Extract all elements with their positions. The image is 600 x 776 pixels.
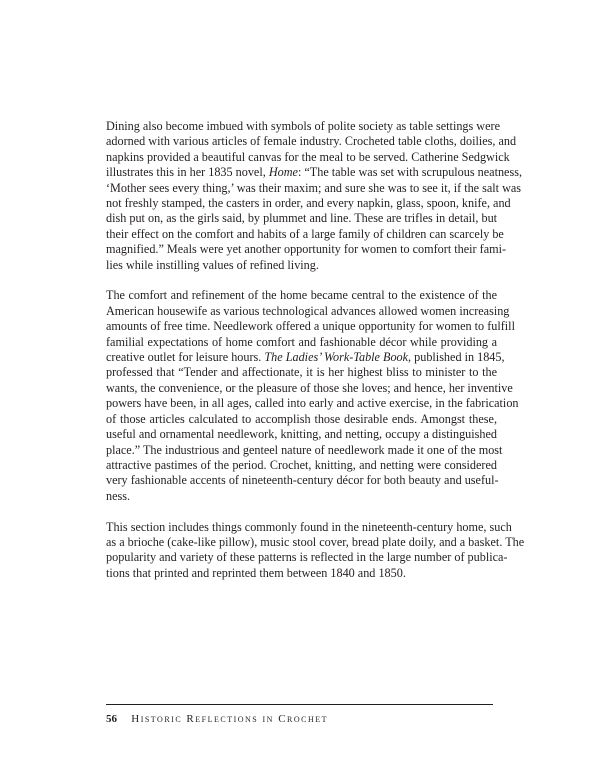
text-run: as a brioche (cake-like pillow), music stool cover, bread plate doily, and a basket. The <box>106 534 525 549</box>
text-run: dish put on, as the girls said, by plummet and line. These are trifles in detail, but <box>106 211 498 226</box>
paragraph <box>106 288 519 504</box>
text-run: ‘Mother sees every thing,’ was their maxim; and sure she was to see it, if the salt was <box>106 180 522 195</box>
page-number: 56 <box>106 713 117 725</box>
text-line <box>106 365 497 380</box>
text-line <box>106 519 512 535</box>
text-line <box>106 473 497 488</box>
text-run: place.” The industrious and genteel nature of needlework made it one of the most <box>106 442 503 457</box>
text-run: napkins provided a beautiful canvas for the meal to be served. Catherine Sedgwick <box>106 149 510 164</box>
text-line <box>106 458 497 473</box>
text-run: professed that “Tender and affectionate, it is her highest bliss to minister to the <box>106 365 497 380</box>
text-line <box>106 550 508 565</box>
text-run: powers have been, in all ages, called into early and active exercise, in the fabrication <box>106 396 519 411</box>
paragraph <box>106 519 525 582</box>
text-line <box>106 211 497 226</box>
text-run: amounts of free time. Needlework offered a unique opportunity for women to fulfill <box>106 319 515 334</box>
text-line <box>106 288 497 303</box>
text-line <box>106 335 497 350</box>
text-line <box>106 396 519 411</box>
text-run: lies while instilling values of refined living. <box>106 257 319 272</box>
text-run: popularity and variety of these patterns is reflected in the large number of publica- <box>106 550 508 565</box>
text-run: This section includes things commonly found in the nineteenth-century home, such <box>106 519 512 534</box>
text-line <box>106 149 510 165</box>
text-line <box>106 412 497 427</box>
text-line <box>106 226 504 242</box>
text-run: : “The table was set with scrupulous neatness, <box>297 165 522 180</box>
text-run: attractive pastimes of the period. Crochet, knitting, and netting were considered <box>106 457 497 472</box>
text-run: familial expectations of home comfort and fashionable décor while providing a <box>106 334 497 349</box>
text-line <box>106 442 503 458</box>
footer-rule <box>106 704 493 705</box>
italic-title: Home <box>268 165 298 180</box>
text-run: adorned with various articles of female industry. Crocheted table cloths, doilies, and <box>106 134 517 149</box>
text-line <box>106 119 500 134</box>
text-run: ness. <box>106 488 131 503</box>
text-run: not freshly stamped, the casters in order, and every napkin, glass, spoon, knife, and <box>106 196 511 211</box>
paragraph <box>106 119 522 273</box>
text-line <box>106 258 497 273</box>
text-run: magnified.” Meals were yet another opportunity for women to comfort their fami- <box>106 242 507 257</box>
running-title: Historic Reflections in Crochet <box>131 713 329 725</box>
text-run: American housewife as various technological advances allowed women increasing <box>106 303 510 318</box>
text-run: creative outlet for leisure hours. <box>106 350 265 365</box>
text-run: tions that printed and reprinted them between 1840 and 1850. <box>106 565 406 580</box>
text-line <box>106 180 522 196</box>
text-run: The comfort and refinement of the home became central to the existence of the <box>106 288 497 303</box>
text-line <box>106 196 511 211</box>
text-run: wants, the convenience, or the pleasure of those she loves; and hence, her inventive <box>106 380 513 395</box>
text-line <box>106 489 497 504</box>
text-line <box>106 134 517 149</box>
body-text <box>106 119 525 597</box>
italic-title: The Ladies’ Work-Table Book <box>264 350 409 365</box>
text-line <box>106 566 497 581</box>
text-run: very fashionable accents of nineteenth-century décor for both beauty and useful- <box>106 473 499 488</box>
text-run: Dining also become imbued with symbols of polite society as table settings were <box>106 119 500 133</box>
text-line <box>106 319 515 334</box>
text-run: useful and ornamental needlework, knitting, and netting, occupy a distinguished <box>106 427 497 442</box>
text-line <box>106 380 513 396</box>
text-run: their effect on the comfort and habits of a large family of children can scarcely be <box>106 226 504 241</box>
text-run: , published in 1845, <box>408 350 505 365</box>
page-footer <box>106 713 328 725</box>
text-line <box>106 303 510 319</box>
text-line <box>106 242 507 257</box>
text-line <box>106 534 525 550</box>
text-line <box>106 427 497 442</box>
text-line <box>106 350 505 365</box>
text-run: illustrates this in her 1835 novel, <box>106 165 269 180</box>
text-line <box>106 165 522 180</box>
text-run: of those articles calculated to accomplish those desirable ends. Amongst these, <box>106 411 497 426</box>
